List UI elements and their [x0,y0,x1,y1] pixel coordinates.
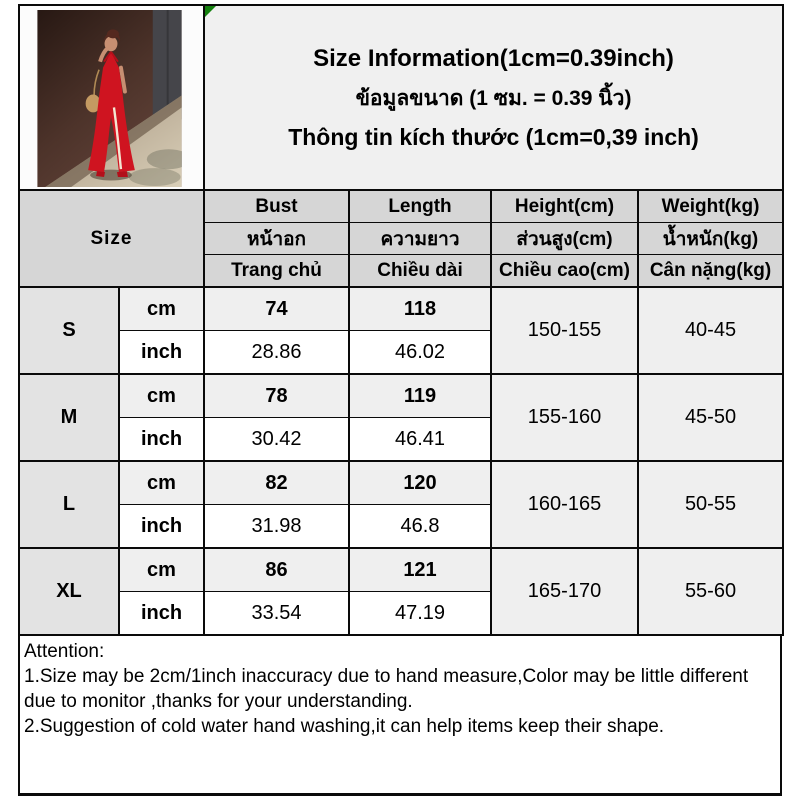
col-header-weight-en: Weight(kg) [638,190,783,223]
title-thai: ข้อมูลขนาด (1 ซม. = 0.39 นิ้ว) [355,86,632,110]
size-label-l: L [19,461,119,548]
attention-notes [18,636,782,796]
weight-range-s: 40-45 [638,287,783,374]
height-range-xl: 165-170 [491,548,638,635]
size-label-m: M [19,374,119,461]
col-header-weight-th: น้ำหนัก(kg) [638,223,783,255]
table-row-xl-cm [19,548,783,592]
unit-cm: cm [119,461,204,505]
product-photo-cell [19,5,204,190]
size-header: Size [19,190,204,287]
length-cm-s: 118 [349,287,491,331]
unit-cm: cm [119,287,204,331]
unit-cm: cm [119,374,204,418]
col-header-bust-vi: Trang chủ [204,255,349,288]
attention-note-1: 1.Size may be 2cm/1inch inaccuracy due to hand measure,Color may be little different due to monitor ,thanks for your understanding. [24,666,749,713]
col-header-height-en: Height(cm) [491,190,638,223]
unit-inch: inch [119,592,204,636]
col-header-height-vi: Chiều cao(cm) [491,255,638,288]
col-header-bust-th: หน้าอก [204,223,349,255]
weight-range-m: 45-50 [638,374,783,461]
weight-range-l: 50-55 [638,461,783,548]
weight-range-xl: 55-60 [638,548,783,635]
bust-cm-l: 82 [204,461,349,505]
product-photo [37,10,182,187]
col-header-bust-en: Bust [204,190,349,223]
attention-note-2: 2.Suggestion of cold water hand washing,it can help items keep their shape. [24,716,665,738]
table-row-m-cm [19,374,783,418]
top-row [19,5,783,190]
height-range-m: 155-160 [491,374,638,461]
attention-heading: Attention: [24,641,105,662]
col-header-length-vi: Chiều dài [349,255,491,288]
col-header-height-th: ส่วนสูง(cm) [491,223,638,255]
unit-cm: cm [119,548,204,592]
length-inch-m: 46.41 [349,418,491,462]
unit-inch: inch [119,331,204,375]
length-inch-s: 46.02 [349,331,491,375]
unit-inch: inch [119,418,204,462]
table-row-l-cm [19,461,783,505]
bust-inch-l: 31.98 [204,505,349,549]
title-vietnamese: Thông tin kích thước (1cm=0,39 inch) [288,123,699,150]
size-label-s: S [19,287,119,374]
length-cm-m: 119 [349,374,491,418]
table-row-s-cm [19,287,783,331]
bust-inch-m: 30.42 [204,418,349,462]
length-cm-l: 120 [349,461,491,505]
title-cell [204,5,783,190]
length-cm-xl: 121 [349,548,491,592]
bust-cm-xl: 86 [204,548,349,592]
header-row-english [19,190,783,223]
length-inch-xl: 47.19 [349,592,491,636]
bust-cm-s: 74 [204,287,349,331]
title-block [205,45,782,151]
title-english: Size Information(1cm=0.39inch) [313,44,674,72]
height-range-s: 150-155 [491,287,638,374]
size-chart-sheet [18,4,782,796]
size-table [18,4,784,636]
unit-inch: inch [119,505,204,549]
bust-inch-xl: 33.54 [204,592,349,636]
col-header-length-en: Length [349,190,491,223]
bust-inch-s: 28.86 [204,331,349,375]
green-corner-flag-icon [205,6,216,17]
size-label-xl: XL [19,548,119,635]
col-header-length-th: ความยาว [349,223,491,255]
col-header-weight-vi: Cân nặng(kg) [638,255,783,288]
height-range-l: 160-165 [491,461,638,548]
length-inch-l: 46.8 [349,505,491,549]
bust-cm-m: 78 [204,374,349,418]
